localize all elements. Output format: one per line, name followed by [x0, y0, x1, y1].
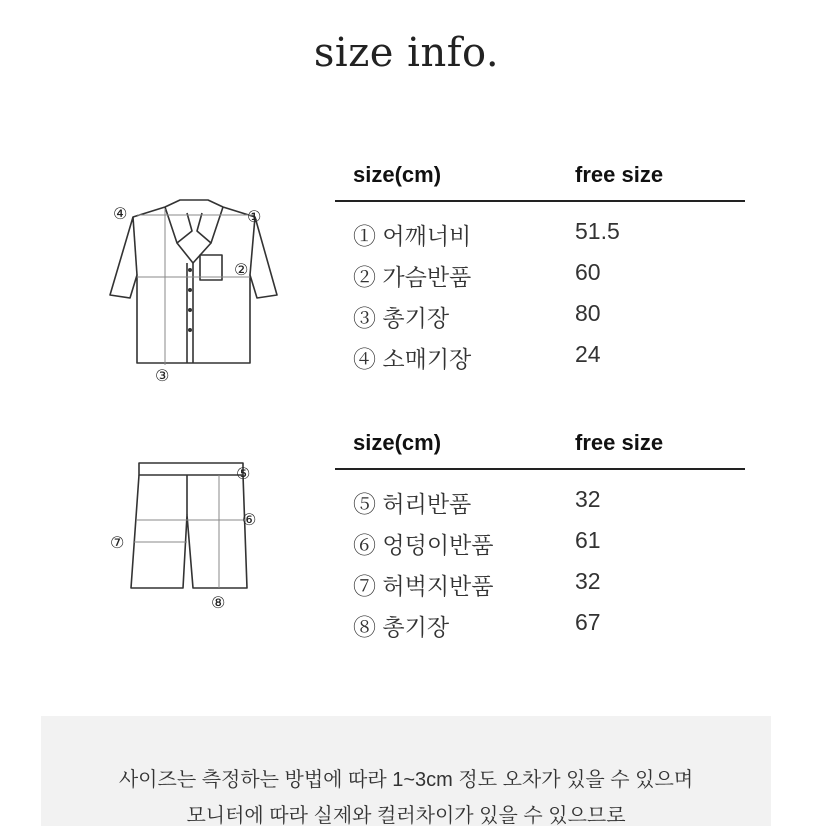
measure-name: ⑧ 총기장: [353, 614, 450, 640]
shirt-label-2: ②: [234, 260, 249, 279]
notice-box: [41, 716, 771, 826]
measure-value: 32: [575, 568, 601, 594]
measure-value: 32: [575, 486, 601, 512]
table-row: [335, 609, 745, 650]
measure-value: 60: [575, 259, 601, 285]
measure-name: ① 어깨너비: [353, 223, 472, 249]
table-header: [335, 428, 745, 470]
shirt-label-4: ④: [113, 204, 128, 223]
shirt-label-1: ①: [247, 207, 262, 226]
table-row: [335, 300, 745, 341]
shirt-label-3: ③: [155, 366, 170, 385]
pants-label-7: ⑦: [110, 533, 125, 552]
pants-label-8: ⑧: [211, 593, 226, 612]
pants-label-6: ⑥: [242, 510, 257, 529]
header-free-size: free size: [575, 162, 664, 187]
measure-name: ④ 소매기장: [353, 346, 472, 372]
measure-value: 61: [575, 527, 601, 553]
measure-name: ③ 총기장: [353, 305, 450, 331]
notice-line-1: 사이즈는 측정하는 방법에 따라 1~3cm 정도 오차가 있을 수 있으며: [118, 769, 694, 791]
measure-name: ② 가슴반품: [353, 264, 472, 290]
header-free-size: free size: [575, 430, 664, 455]
shirt-size-table: [335, 160, 745, 382]
table-row: [335, 218, 745, 259]
table-row: [335, 341, 745, 382]
measure-value: 80: [575, 300, 601, 326]
header-size: size(cm): [353, 162, 442, 187]
table-header: [335, 160, 745, 202]
measure-value: 24: [575, 341, 601, 367]
measure-value: 67: [575, 609, 601, 635]
measure-value: 51.5: [575, 218, 620, 244]
page-title: size info.: [313, 30, 500, 76]
table-row: [335, 259, 745, 300]
measure-name: ⑥ 엉덩이반품: [353, 532, 494, 558]
measure-name: ⑦ 허벅지반품: [353, 573, 494, 599]
pants-label-5: ⑤: [236, 464, 251, 483]
table-row: [335, 527, 745, 568]
pants-size-table: [335, 428, 745, 650]
table-row: [335, 486, 745, 527]
notice-line-2: 모니터에 따라 실제와 컬러차이가 있을 수 있으므로: [186, 805, 626, 827]
measure-name: ⑤ 허리반품: [353, 491, 472, 517]
header-size: size(cm): [353, 430, 442, 455]
table-row: [335, 568, 745, 609]
